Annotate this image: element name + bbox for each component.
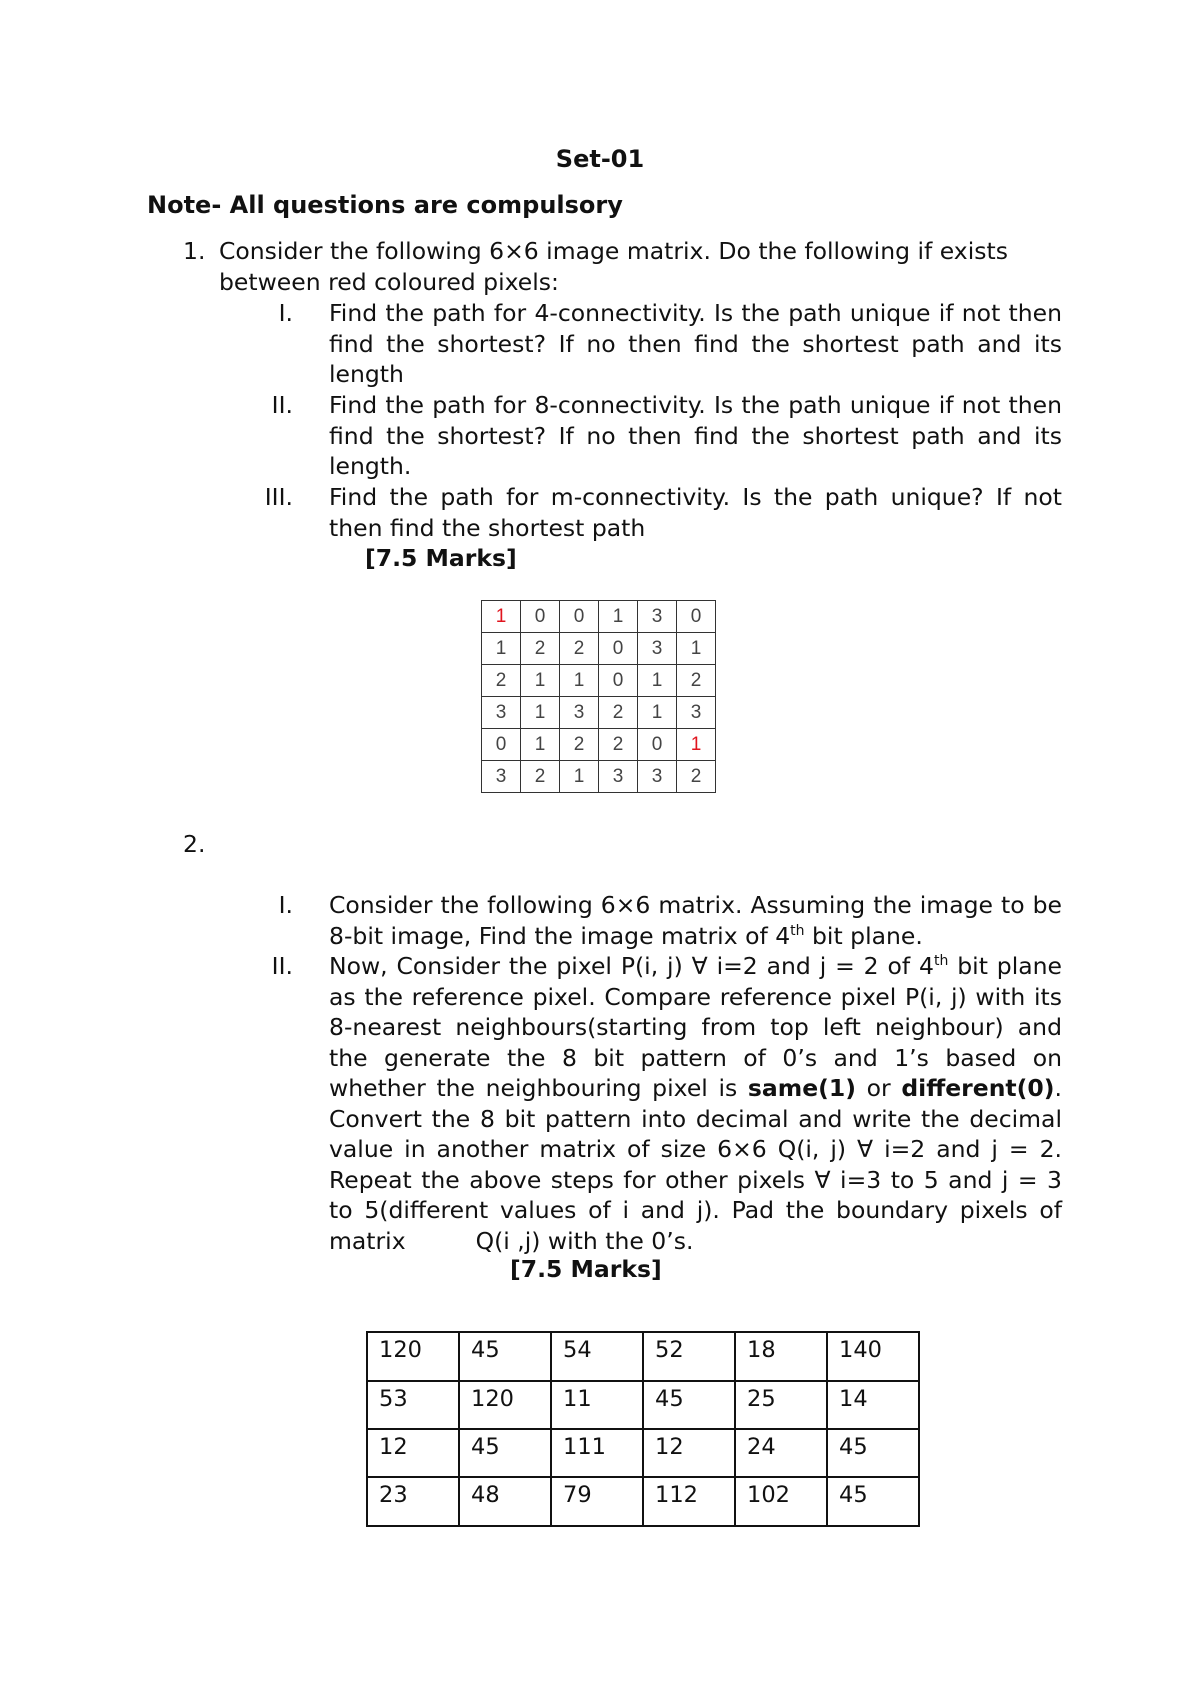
q2-part1-text [329,890,1062,951]
matrix-cell: 2 [521,761,560,793]
matrix-cell: 2 [560,729,599,761]
q1-intro-line1: Consider the following 6×6 image matrix. Do the following if exists [219,237,1008,265]
matrix-cell: 0 [677,601,716,633]
matrix-cell: 3 [599,761,638,793]
q1-image-matrix [481,600,716,793]
q1-part1-text: Find the path for 4-connectivity. Is the path unique if not then find the shortest? If no then find the shortest path and its length [329,299,1062,388]
matrix-cell: 11 [551,1381,643,1429]
matrix-cell: 3 [638,761,677,793]
matrix-cell: 2 [599,729,638,761]
matrix-cell: 12 [643,1429,735,1477]
q2-part2-t1: Now, Consider the pixel P(i, j) ∀ i=2 and j = 2 of 4 [329,952,934,980]
q2-part2-t4: . Convert the 8 bit pattern into decimal and write the decimal value in another matrix of size 6×6 Q(i, j) ∀ i=2 and j = 2. Repeat the above steps for other pixels ∀ i=3 to 5 and j = 3 to 5(different values of i and j). Pad the boundary pixels of matrix [329,1074,1062,1255]
note-heading: Note- All questions are compulsory [147,191,623,219]
matrix-cell: 112 [643,1477,735,1526]
q1-part2-text: Find the path for 8-connectivity. Is the path unique if not then find the shortest? If no then find the shortest path and its length. [329,391,1062,480]
matrix-cell: 2 [521,633,560,665]
q2-part1-text-b: bit plane. [804,921,923,950]
matrix-cell: 1 [521,665,560,697]
matrix-cell: 3 [638,633,677,665]
matrix-row [482,665,716,697]
matrix-cell: 18 [735,1332,827,1381]
q1-marks: [7.5 Marks] [365,544,517,572]
matrix-cell: 120 [459,1381,551,1429]
matrix-cell: 48 [459,1477,551,1526]
matrix-cell: 45 [459,1332,551,1381]
matrix-cell: 2 [677,761,716,793]
matrix-cell: 0 [599,633,638,665]
matrix-cell: 1 [482,633,521,665]
matrix-cell: 1 [482,601,521,633]
matrix-cell: 0 [560,601,599,633]
matrix-cell: 2 [677,665,716,697]
matrix-cell: 2 [599,697,638,729]
matrix-cell: 3 [560,697,599,729]
matrix-cell: 111 [551,1429,643,1477]
q1-intro-line2: between red coloured pixels: [219,267,559,296]
matrix-cell: 45 [827,1429,919,1477]
matrix-cell: 120 [367,1332,459,1381]
q2-different-label: different(0) [901,1074,1055,1102]
q2-part2-t2: bit plane as the reference pixel. Compare reference pixel P(i, j) with its 8-nearest neighbours(starting from top left neighbour) and the generate the 8 bit pattern of 0’s and 1’s based on whether the neighbouring pixel is [329,952,1062,1102]
q2-part2-sup: th [934,953,949,970]
matrix-row [482,697,716,729]
q2-part2-num: II. [271,952,293,980]
q2-marks: [7.5 Marks] [510,1255,662,1283]
q2-matrix [366,1331,920,1527]
matrix-cell: 1 [677,729,716,761]
matrix-cell: 45 [459,1429,551,1477]
q1-part2-num: II. [271,391,293,419]
matrix-cell: 3 [482,761,521,793]
matrix-cell: 140 [827,1332,919,1381]
matrix-cell: 3 [677,697,716,729]
matrix-row [367,1381,919,1429]
matrix-cell: 102 [735,1477,827,1526]
matrix-row [367,1477,919,1526]
matrix-cell: 45 [643,1381,735,1429]
matrix-cell: 3 [482,697,521,729]
q2-part2-t3: or [855,1074,902,1102]
matrix-cell: 1 [638,697,677,729]
q1-part1-num: I. [278,299,293,327]
matrix-cell: 2 [560,633,599,665]
matrix-cell: 1 [521,697,560,729]
q2-part1-text-a: Consider the following 6×6 matrix. Assuming the image to be 8-bit image, Find the image matrix of 4 [329,891,1062,950]
matrix-row [367,1429,919,1477]
q1-part3-num: III. [264,483,293,511]
matrix-cell: 79 [551,1477,643,1526]
matrix-cell: 1 [521,729,560,761]
q1-number: 1. [183,237,206,265]
matrix-row [482,601,716,633]
matrix-row [482,729,716,761]
matrix-cell: 54 [551,1332,643,1381]
q2-part2-t5: Q(i ,j) with the 0’s. [475,1226,694,1255]
matrix-cell: 1 [638,665,677,697]
q2-part2-text [329,951,1062,1256]
matrix-cell: 2 [482,665,521,697]
set-title: Set-01 [555,145,645,173]
matrix-cell: 1 [677,633,716,665]
q1-intro [219,236,1049,297]
matrix-row [367,1332,919,1381]
matrix-cell: 24 [735,1429,827,1477]
matrix-cell: 1 [599,601,638,633]
matrix-cell: 52 [643,1332,735,1381]
matrix-cell: 0 [482,729,521,761]
q2-number: 2. [183,830,206,858]
matrix-cell: 1 [560,761,599,793]
matrix-row [482,761,716,793]
matrix-cell: 1 [560,665,599,697]
matrix-cell: 0 [521,601,560,633]
q2-part1-num: I. [278,891,293,919]
q2-same-label: same(1) [747,1074,856,1102]
matrix-cell: 45 [827,1477,919,1526]
matrix-cell: 53 [367,1381,459,1429]
matrix-row [482,633,716,665]
matrix-cell: 14 [827,1381,919,1429]
matrix-cell: 0 [599,665,638,697]
q1-part3-text: Find the path for m-connectivity. Is the path unique? If not then find the shortest path [329,483,1062,542]
matrix-cell: 23 [367,1477,459,1526]
matrix-cell: 12 [367,1429,459,1477]
matrix-cell: 3 [638,601,677,633]
q2-part1-sup: th [790,922,805,939]
matrix-cell: 25 [735,1381,827,1429]
matrix-cell: 0 [638,729,677,761]
